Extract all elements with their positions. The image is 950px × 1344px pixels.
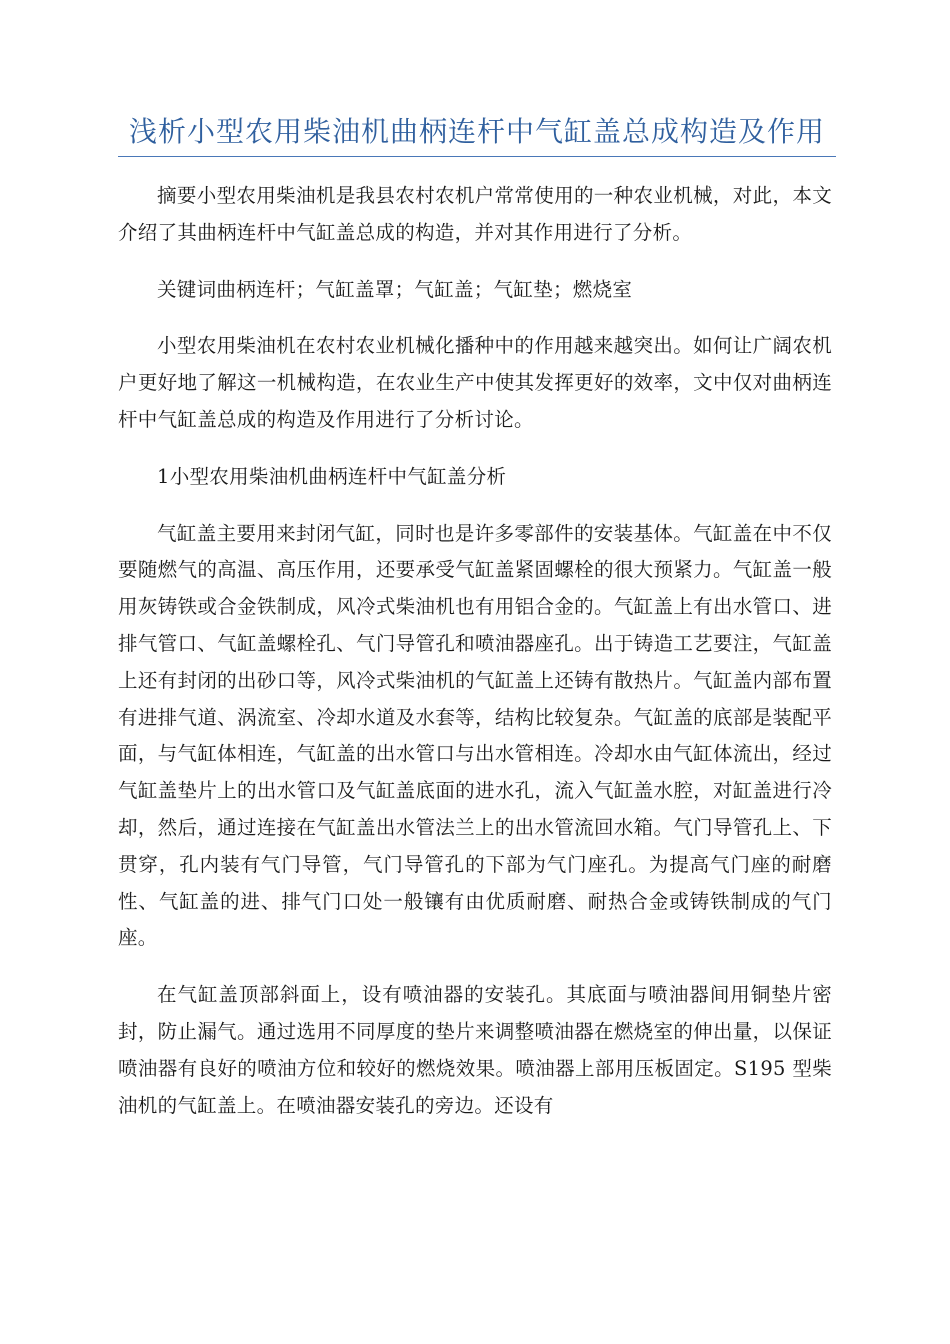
document-title: 浅析小型农用柴油机曲柄连杆中气缸盖总成构造及作用 (128, 115, 825, 148)
body-paragraph: 气缸盖主要用来封闭气缸，同时也是许多零部件的安装基体。气缸盖在中不仅要随燃气的高温、高压作用，还要承受气缸盖紧固螺栓的很大预紧力。气缸盖一般用灰铸铁或合金铁制成，风冷式柴油机也有用铝合金的。气缸盖上有出水管口、进排气管口、气缸盖螺栓孔、气门导管孔和喷油器座孔。出于铸造工艺要注，气缸盖上还有封闭的出砂口等，风冷式柴油机的气缸盖上还铸有散热片。气缸盖内部布置有进排气道、涡流室、冷却水道及水套等，结构比较复杂。气缸盖的底部是装配平面，与气缸体相连，气缸盖的出水管口与出水管相连。冷却水由气缸体流出，经过气缸盖垫片上的出水管口及气缸盖底面的进水孔，流入气缸盖水腔，对缸盖进行冷却，然后，通过连接在气缸盖出水管法兰上的出水管流回水箱。气门导管孔上、下贯穿，孔内装有气门导管，气门导管孔的下部为气门座孔。为提高气门座的耐磨性、气缸盖的进、排气门口处一般镶有由优质耐磨、耐热合金或铸铁制成的气门座。 (118, 521, 832, 950)
title-underline (118, 156, 836, 157)
abstract-paragraph: 摘要小型农用柴油机是我县农村农机户常常使用的一种农业机械，对此，本文介绍了其曲柄连杆中气缸盖总成的构造，并对其作用进行了分析。 (118, 184, 832, 244)
section-heading: 1小型农用柴油机曲柄连杆中气缸盖分析 (157, 464, 507, 488)
intro-paragraph: 小型农用柴油机在农村农业机械化播种中的作用越来越突出。如何让广阔农机户更好地了解这一机械构造，在农业生产中使其发挥更好的效率，文中仅对曲柄连杆中气缸盖总成的构造及作用进行了分析讨论。 (118, 334, 832, 431)
body-paragraph: 在气缸盖顶部斜面上，设有喷油器的安装孔。其底面与喷油器间用铜垫片密封，防止漏气。通过选用不同厚度的垫片来调整喷油器在燃烧室的伸出量，以保证喷油器有良好的喷油方位和较好的燃烧效果。喷油器上部用压板固定。S195 型柴油机的气缸盖上。在喷油器安装孔的旁边。还设有 (118, 983, 832, 1117)
document-body (118, 178, 832, 1144)
keywords-paragraph: 关键词曲柄连杆；气缸盖罩；气缸盖；气缸垫；燃烧室 (157, 277, 633, 301)
